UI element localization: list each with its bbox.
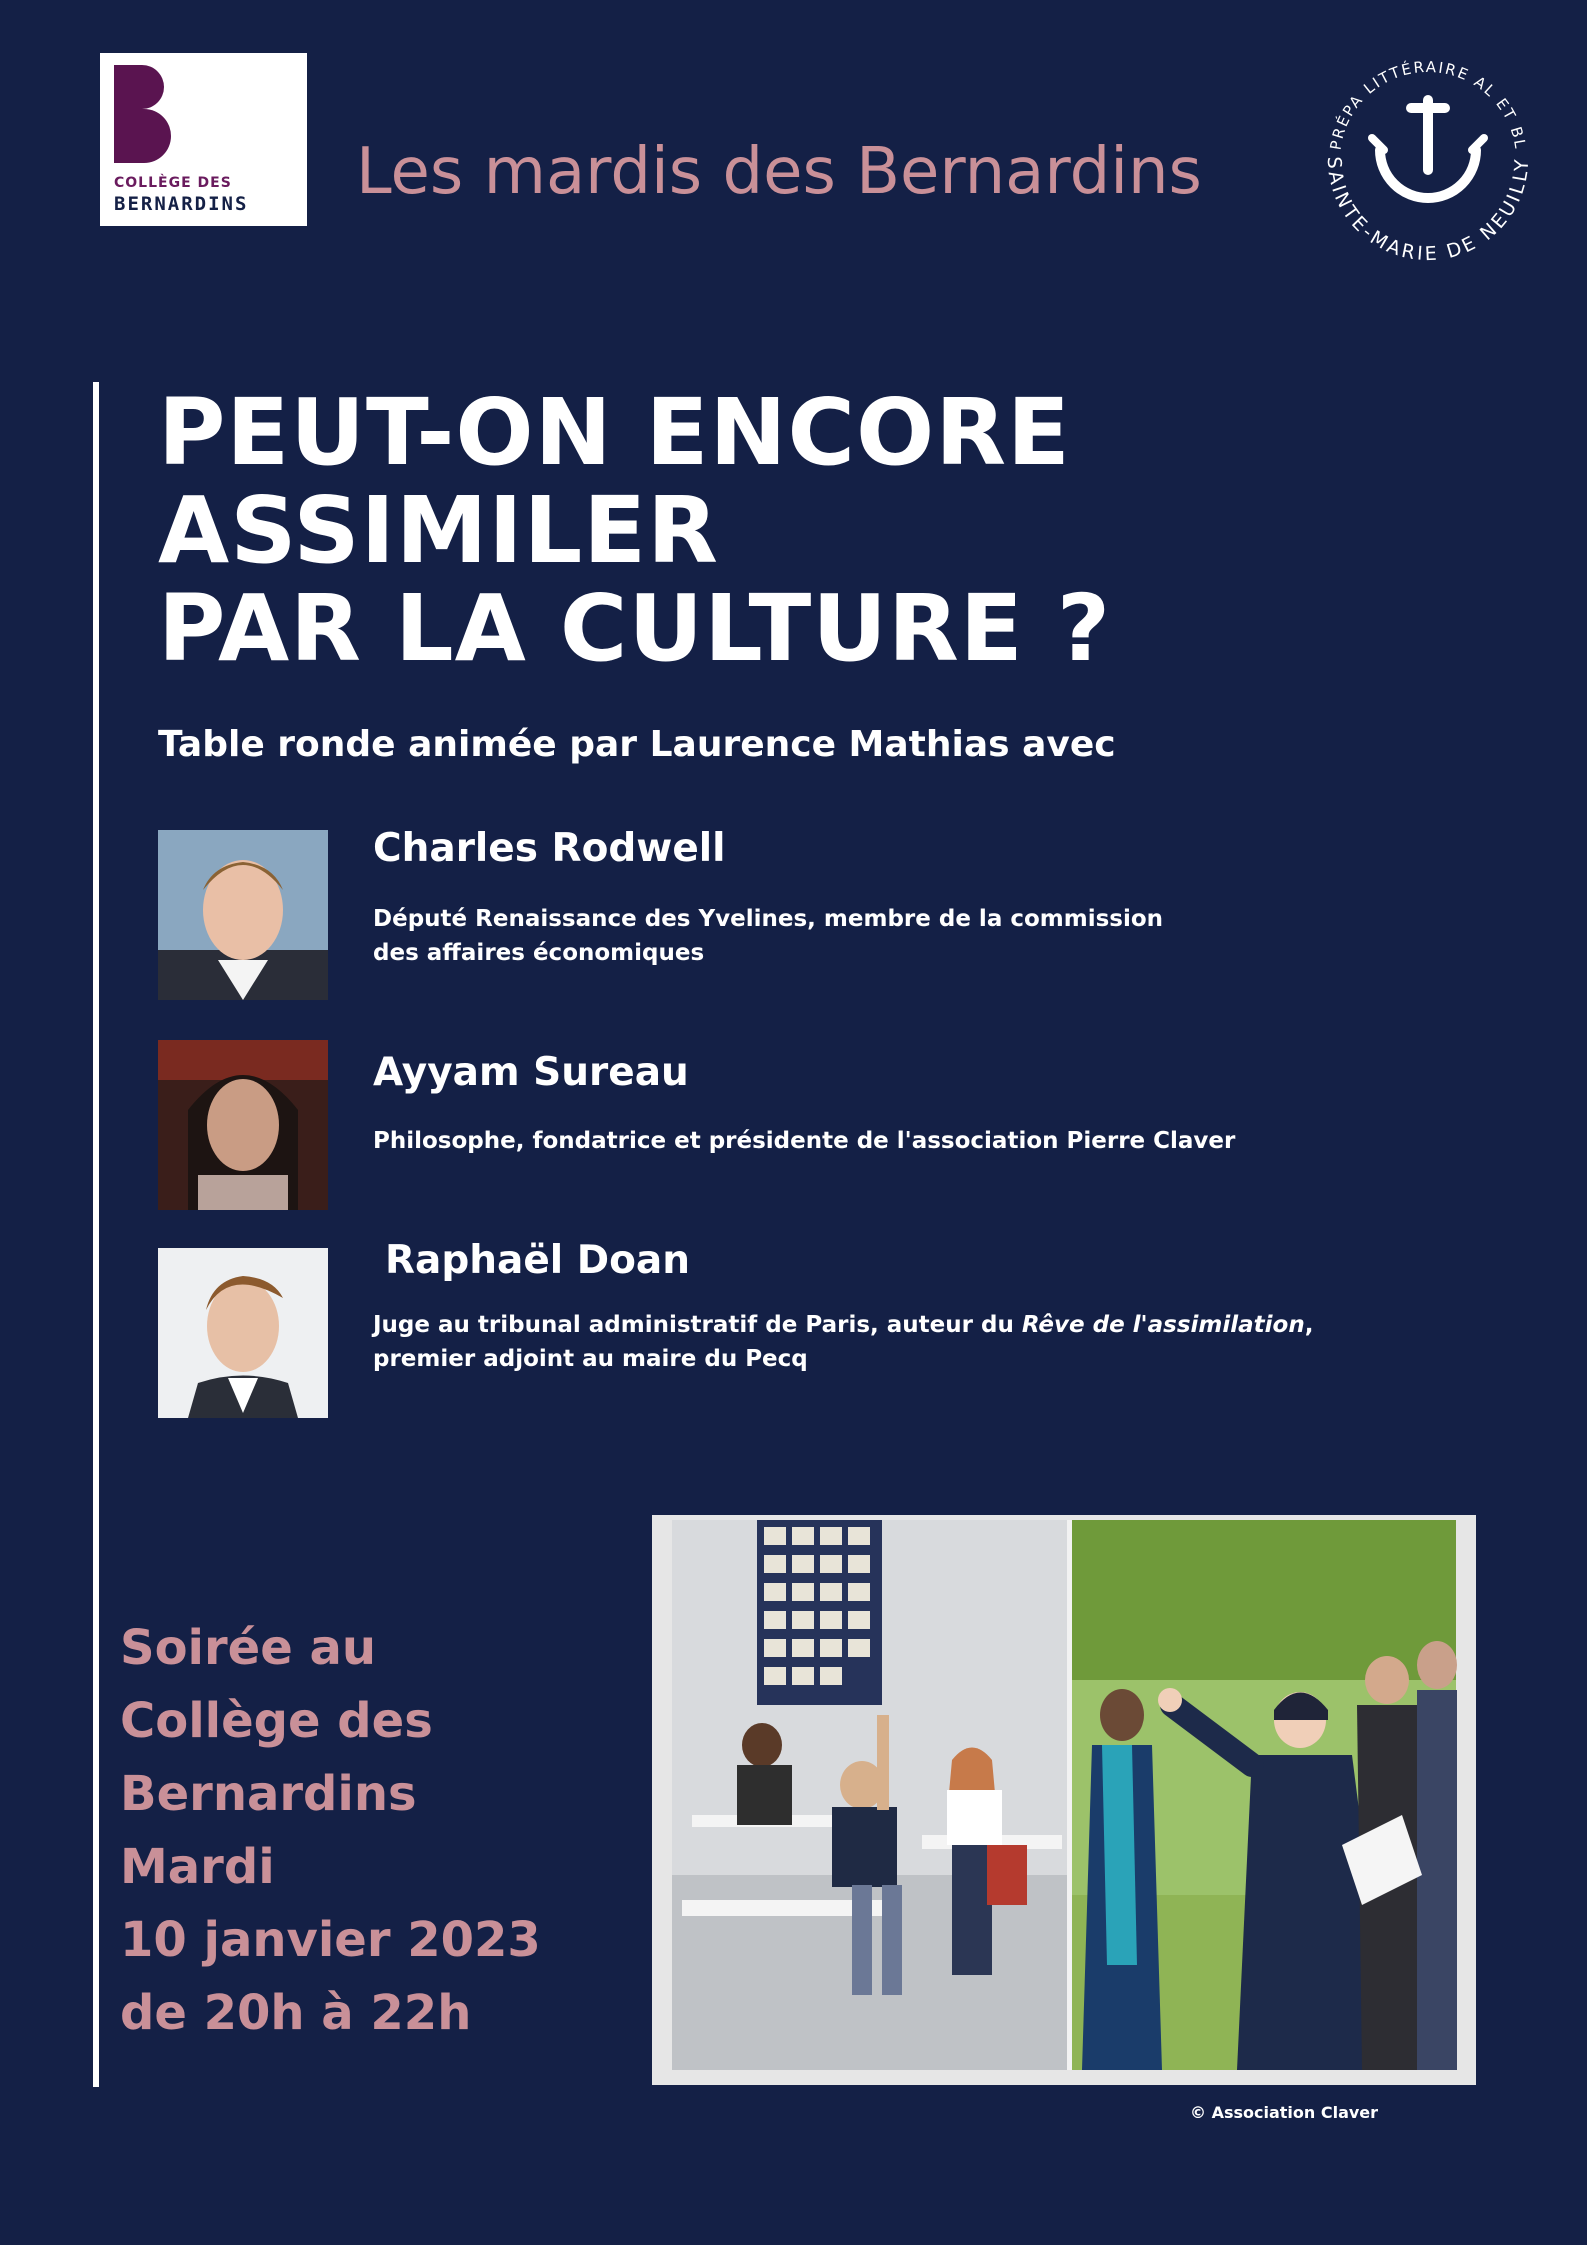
- event-line: Bernardins: [120, 1766, 417, 1822]
- speaker-name: Charles Rodwell: [373, 826, 726, 871]
- description-text: ,: [1304, 1312, 1314, 1338]
- speaker-photo-raphael-doan: [158, 1248, 328, 1418]
- speaker-name: Raphaël Doan: [385, 1238, 690, 1283]
- event-details: [120, 1612, 541, 2050]
- speaker-description-line: [373, 1308, 1333, 1342]
- logo-text-line2: BERNARDINS: [114, 193, 249, 215]
- outdoor-group-photo: [1072, 1520, 1457, 2070]
- title-line-2: ASSIMILER: [158, 477, 719, 584]
- speaker-description: [373, 1308, 1333, 1376]
- title-line-3: PAR LA CULTURE ?: [158, 575, 1112, 682]
- speaker-description: [373, 902, 1333, 970]
- event-date: 10 janvier 2023: [120, 1912, 541, 1968]
- speaker-description: [373, 1124, 1333, 1158]
- speaker-photo-ayyam-sureau: [158, 1040, 328, 1210]
- round-table-subtitle: Table ronde animée par Laurence Mathias avec: [158, 724, 1116, 765]
- speaker-description-line: des affaires économiques: [373, 940, 705, 966]
- seal-bottom-text: SAINTE-MARIE DE NEUILLY: [1322, 156, 1534, 266]
- event-line: Collège des: [120, 1693, 433, 1749]
- photo-credit: © Association Claver: [1190, 2103, 1379, 2122]
- book-title: Rêve de l'assimilation: [1021, 1312, 1305, 1338]
- event-photo: [652, 1515, 1476, 2085]
- speaker-name: Ayyam Sureau: [373, 1050, 689, 1095]
- speaker-photo-charles-rodwell: [158, 830, 328, 1000]
- left-accent-line: [93, 382, 99, 2087]
- anchor-icon: [1372, 100, 1484, 198]
- event-time: de 20h à 22h: [120, 1985, 472, 2041]
- logo-text-line1: COLLÈGE DES: [114, 175, 232, 191]
- speaker-description-line: Philosophe, fondatrice et présidente de l'association Pierre Claver: [373, 1128, 1236, 1154]
- series-title: Les mardis des Bernardins: [356, 135, 1202, 209]
- college-des-bernardins-logo: [100, 53, 307, 226]
- seal-top-text: PRÉPA LITTÉRAIRE AL ET BL: [1326, 57, 1530, 152]
- prepa-sainte-marie-seal: [1298, 30, 1558, 290]
- event-line: Soirée au: [120, 1620, 377, 1676]
- page-title: [158, 379, 1112, 682]
- event-line: Mardi: [120, 1839, 275, 1895]
- speaker-description-line: premier adjoint au maire du Pecq: [373, 1346, 808, 1372]
- title-line-1: PEUT-ON ENCORE: [158, 379, 1071, 486]
- description-text: Juge au tribunal administratif de Paris, auteur du: [373, 1312, 1022, 1338]
- classroom-photo: [672, 1520, 1067, 2070]
- speaker-description-line: Député Renaissance des Yvelines, membre de la commission: [373, 906, 1164, 932]
- logo-b-icon: [114, 65, 174, 170]
